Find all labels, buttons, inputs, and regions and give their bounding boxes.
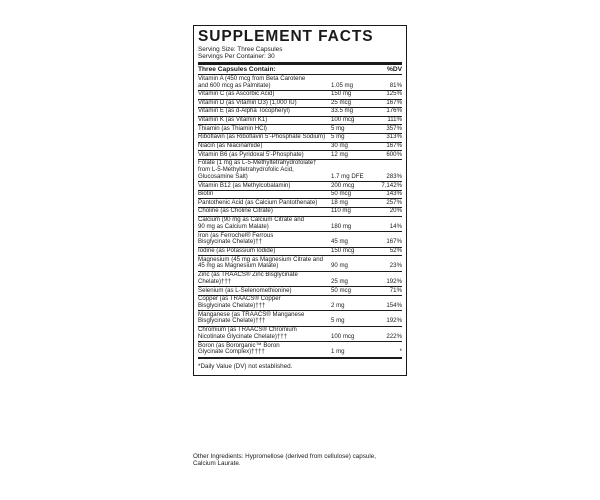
table-row [198, 217, 402, 232]
nutrient-name: Chromium (as TRAACS® Chromium Nicotinate Glycinate Chelate)††† [198, 326, 297, 340]
nutrient-dv: 71% [389, 286, 402, 294]
nutrient-name: Boron (as Bororganic™ Boron Glycinate Complex)†††† [198, 341, 280, 356]
nutrient-name: Folate (1 mg as L-5-Methyltetrahydrofolate† from L-5-Methyltetrahydrofolic Acid, Glucosamine Salt) [198, 159, 317, 180]
table-row [198, 248, 402, 257]
nutrient-dv: 111% [387, 116, 402, 124]
nutrient-table [198, 75, 402, 358]
footnote: *Daily Value (DV) not established. [198, 362, 293, 370]
nutrient-amount: 110 mg [331, 207, 351, 215]
nutrient-name: Vitamin C (as Ascorbic Acid) [198, 90, 275, 98]
nutrient-dv: 192% [386, 277, 402, 285]
nutrient-dv: 192% [386, 317, 402, 325]
nutrient-name: Vitamin K (as Vitamin K1) [198, 116, 268, 124]
nutrient-dv: 125% [386, 90, 402, 98]
nutrient-amount: 33.5 mg [331, 107, 354, 115]
table-row [198, 342, 402, 358]
nutrient-name: Manganese (as TRAACS® Manganese Bisglycinate Chelate)††† [198, 310, 305, 325]
table-row [198, 311, 402, 326]
nutrient-name: Vitamin B6 (as Pyridoxal 5'-Phosphate) [198, 150, 304, 158]
table-row [198, 272, 402, 287]
nutrient-amount: 25 mg [331, 277, 348, 285]
header-label: Three Capsules Contain: [198, 66, 276, 74]
nutrient-dv: 14% [389, 222, 402, 230]
nutrient-amount: 30 mg [331, 141, 348, 149]
nutrient-name: Selenium (as L-Selenomethionine) [198, 286, 292, 294]
nutrient-name: Iodine (as Potassium Iodide) [198, 246, 276, 254]
nutrient-amount: 100 mcg [331, 116, 355, 124]
nutrient-name: Choline (as Choline Citrate) [198, 207, 273, 215]
table-row [198, 327, 402, 342]
nutrient-dv: 154% [386, 302, 402, 309]
table-row [198, 182, 402, 191]
nutrient-dv: 257% [386, 198, 402, 206]
serving-size: Serving Size: Three Capsules [198, 46, 283, 53]
nutrient-name: Zinc (as TRAACS® Zinc Bisglycinate Chelate)††† [198, 271, 298, 285]
nutrient-dv: 283% [386, 172, 402, 180]
nutrient-name: Niacin (as Niacinamide) [198, 141, 263, 149]
nutrient-amount: 5 mg [331, 317, 345, 325]
nutrient-dv: 222% [386, 332, 402, 340]
nutrient-dv: 176% [386, 107, 402, 115]
nutrient-name: Vitamin E (as d-Alpha Tocopheryl) [198, 107, 290, 115]
servings-per-container: Servings Per Container: 30 [198, 53, 275, 61]
table-row [198, 143, 402, 152]
nutrient-dv: 357% [386, 124, 402, 132]
header-dv: %DV [386, 66, 402, 74]
nutrient-amount: 50 mcg [331, 190, 351, 198]
supplement-facts-panel [193, 25, 407, 376]
nutrient-amount: 150 mcg [331, 246, 355, 254]
nutrient-dv: 313% [386, 133, 402, 141]
nutrient-amount: 5 mg [331, 133, 345, 141]
nutrient-amount: 18 mg [331, 198, 348, 206]
nutrient-name: Vitamin D (as Vitamin D3) (1,000 IU) [198, 98, 297, 106]
nutrient-amount: 200 mcg [331, 181, 355, 189]
nutrient-name: Riboflavin (as Riboflavin 5'-Phosphate Sodium) [198, 133, 326, 141]
nutrient-amount: 1 mg [331, 348, 345, 356]
table-row [198, 256, 402, 271]
nutrient-dv: * [399, 348, 402, 356]
nutrient-amount: 12 mg [331, 150, 348, 158]
nutrient-name: Vitamin A (450 mcg from Beta Carotene and 600 mcg as Palmitate) [198, 74, 306, 89]
other-ingredients: Other Ingredients: Hypromellose (derived from cellulose) capsule, Calcium Laurate. [193, 453, 377, 468]
nutrient-name: Thiamin (as Thiamin HCl) [198, 124, 267, 132]
table-row [198, 296, 402, 311]
nutrient-name: Copper (as TRAACS® Copper Bisglycinate Chelate)††† [198, 295, 281, 309]
nutrient-dv: 167% [386, 98, 402, 106]
nutrient-name: Calcium (90 mg as Calcium Citrate and 90 mg as Calcium Malate) [198, 216, 305, 230]
nutrient-dv: 81% [389, 81, 402, 89]
nutrient-dv: 52% [389, 246, 402, 254]
nutrient-amount: 1.7 mg DFE [331, 172, 364, 180]
nutrient-dv: 167% [386, 141, 402, 149]
nutrient-dv: 167% [386, 238, 402, 246]
nutrient-amount: 150 mg [331, 90, 352, 98]
nutrient-dv: 20% [389, 207, 402, 215]
table-row [198, 160, 402, 182]
nutrient-amount: 50 mcg [331, 286, 351, 294]
nutrient-dv: 7,142% [381, 181, 402, 189]
nutrient-name: Vitamin B12 (as Methylcobalamin) [198, 181, 291, 189]
nutrient-amount: 90 mg [331, 262, 348, 270]
nutrient-name: Pantothenic Acid (as Calcium Pantothenate) [198, 198, 318, 206]
nutrient-amount: 45 mg [331, 238, 348, 246]
nutrient-name: Iron (as Ferrochel® Ferrous Bisglycinate Chelate)†† [198, 231, 274, 246]
nutrient-amount: 5 mg [331, 124, 345, 132]
nutrient-dv: 143% [386, 190, 402, 198]
nutrient-dv: 23% [389, 262, 402, 270]
nutrient-amount: 2 mg [331, 302, 345, 309]
table-row [198, 232, 402, 247]
nutrient-name: Biotin [198, 190, 214, 198]
nutrient-dv: 600% [386, 150, 402, 158]
nutrient-name: Magnesium (45 mg as Magnesium Citrate and 45 mg as Magnesium Malate) [198, 255, 323, 270]
nutrient-amount: 1.05 mg [331, 81, 354, 89]
nutrient-amount: 100 mcg [331, 332, 355, 340]
nutrient-amount: 180 mg [331, 222, 352, 230]
nutrient-amount: 25 mcg [331, 98, 351, 106]
table-row [198, 75, 402, 90]
panel-title: SUPPLEMENT FACTS [198, 28, 374, 45]
table-header [198, 65, 402, 75]
